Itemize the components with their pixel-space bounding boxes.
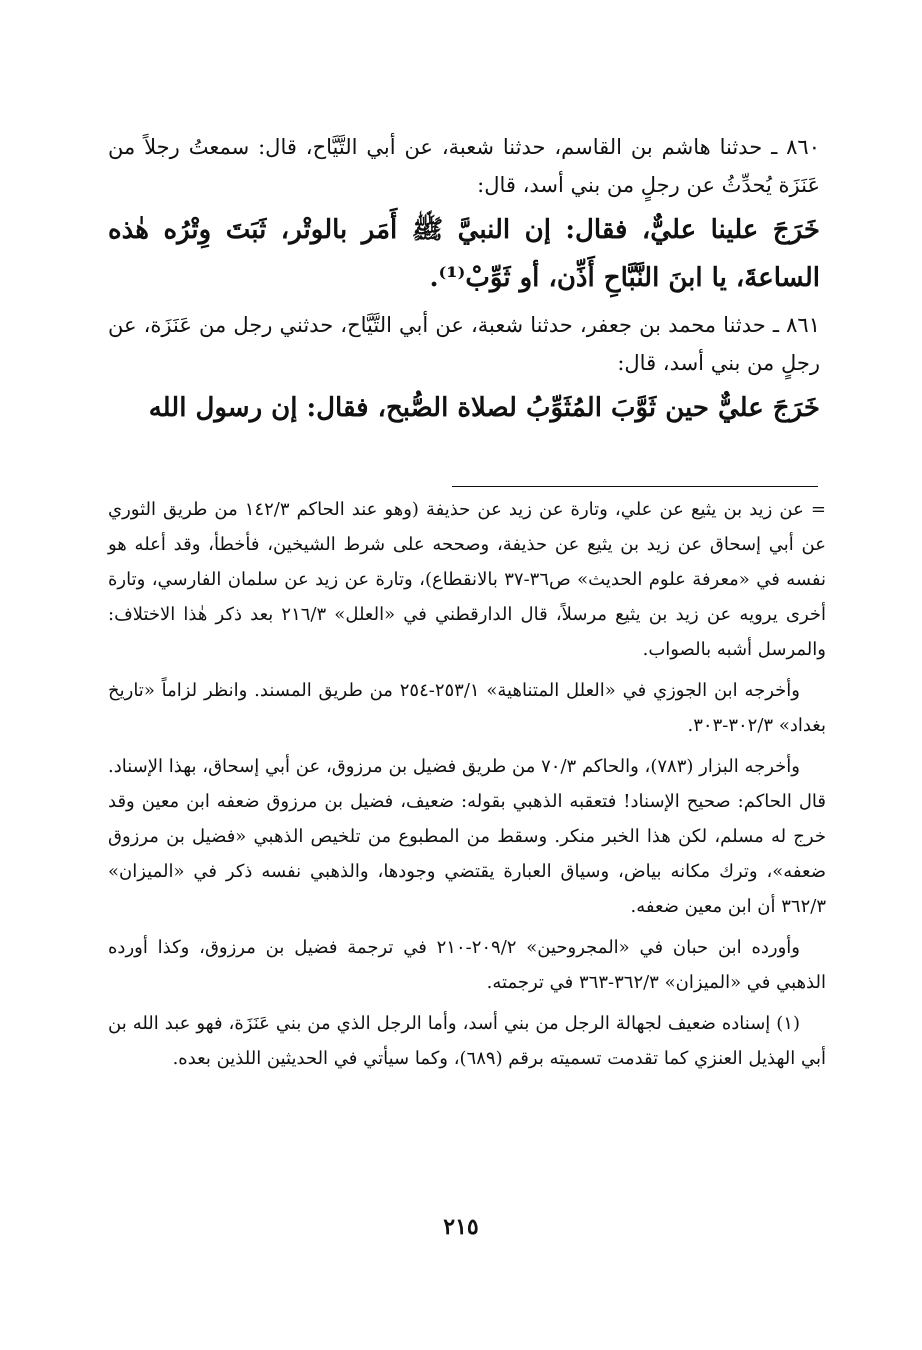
footnotes: [108, 492, 826, 1076]
footnote-1: (١) إسناده ضعيف لجهالة الرجل من بني أسد، وأما الرجل الذي من بني عَنَزَة، فهو عبد الله بن أبي الهذيل العنزي كما تقدمت تسميته برقم (٦٨٩)، وكما سيأتي في الحديثين اللذين بعده.: [108, 1013, 826, 1069]
footnote-ibn-hibban: وأورده ابن حبان في «المجروحين» ٢٠٩/٢-٢١٠ في ترجمة فضيل بن مرزوق، وكذا أورده الذهبي في «الميزان» ٣٦٢/٣-٣٦٣ في ترجمته.: [108, 937, 826, 993]
footnote-ibn-jawzi: وأخرجه ابن الجوزي في «العلل المتناهية» ٢٥٣/١-٢٥٤ من طريق المسند. وانظر لزاماً «تاريخ بغداد» ٣٠٢/٣-٣٠٣.: [108, 680, 826, 736]
hadith-860-matn: خَرَجَ علينا عليٌّ، فقال: إن النبيَّ ﷺ أَمَر بالوتْر، ثَبَتَ وِتْرُه هٰذه الساعةَ، يا ابنَ النَّبَّاحِ أَذِّن، أو ثَوِّبْ⁽¹⁾.: [108, 215, 820, 293]
footnote-divider: [452, 486, 818, 487]
main-text: [108, 128, 820, 436]
hadith-861-matn: خَرَجَ عليٌّ حين ثَوَّبَ المُثَوِّبُ لصلاة الصُّبح، فقال: إن رسول الله: [148, 393, 820, 423]
footnote-continuation: = عن زيد بن يثيع عن علي، وتارة عن زيد عن حذيفة (وهو عند الحاكم ١٤٢/٣ من طريق الثوري عن أبي إسحاق عن زيد بن يثيع عن حذيفة، وصححه على شرط الشيخين، فأخطأ، وقد أعله هو نفسه في «معرفة علوم الحديث» ص٣٦-٣٧ بالانقطاع)، وتارة عن زيد عن سلمان الفارسي، وتارة أخرى يرويه عن زيد بن يثيع مرسلاً، قال الدارقطني في «العلل» ٢١٦/٣ بعد ذكر هٰذا الاختلاف: والمرسل أشبه بالصواب.: [108, 499, 827, 660]
hadith-860-isnad: ٨٦٠ ـ حدثنا هاشم بن القاسم، حدثنا شعبة، عن أبي التَّيَّاح، قال: سمعتُ رجلاً من عَنَزَة يُحدِّثُ عن رجلٍ من بني أسد، قال:: [108, 135, 820, 197]
page-number: ٢١٥: [443, 1214, 479, 1240]
hadith-861-isnad: ٨٦١ ـ حدثنا محمد بن جعفر، حدثنا شعبة، عن أبي التَّيَّاح، حدثني رجل من عَنَزَة، عن رجلٍ من بني أسد، قال:: [108, 313, 820, 375]
footnote-bazzar: وأخرجه البزار (٧٨٣)، والحاكم ٧٠/٣ من طريق فضيل بن مرزوق، عن أبي إسحاق، بهذا الإسناد. قال الحاكم: صحيح الإسناد! فتعقبه الذهبي بقوله: ضعيف، فضيل بن مرزوق ضعفه ابن معين وقد خرج له مسلم، لكن هذا الخبر منكر. وسقط من المطبوع من تلخيص الذهبي «فضيل بن مرزوق ضعفه»، وترك مكانه بياض، وسياق العبارة يقتضي وجودها، والذهبي نفسه ذكر في «الميزان» ٣٦٢/٣ أن ابن معين ضعفه.: [108, 756, 826, 917]
